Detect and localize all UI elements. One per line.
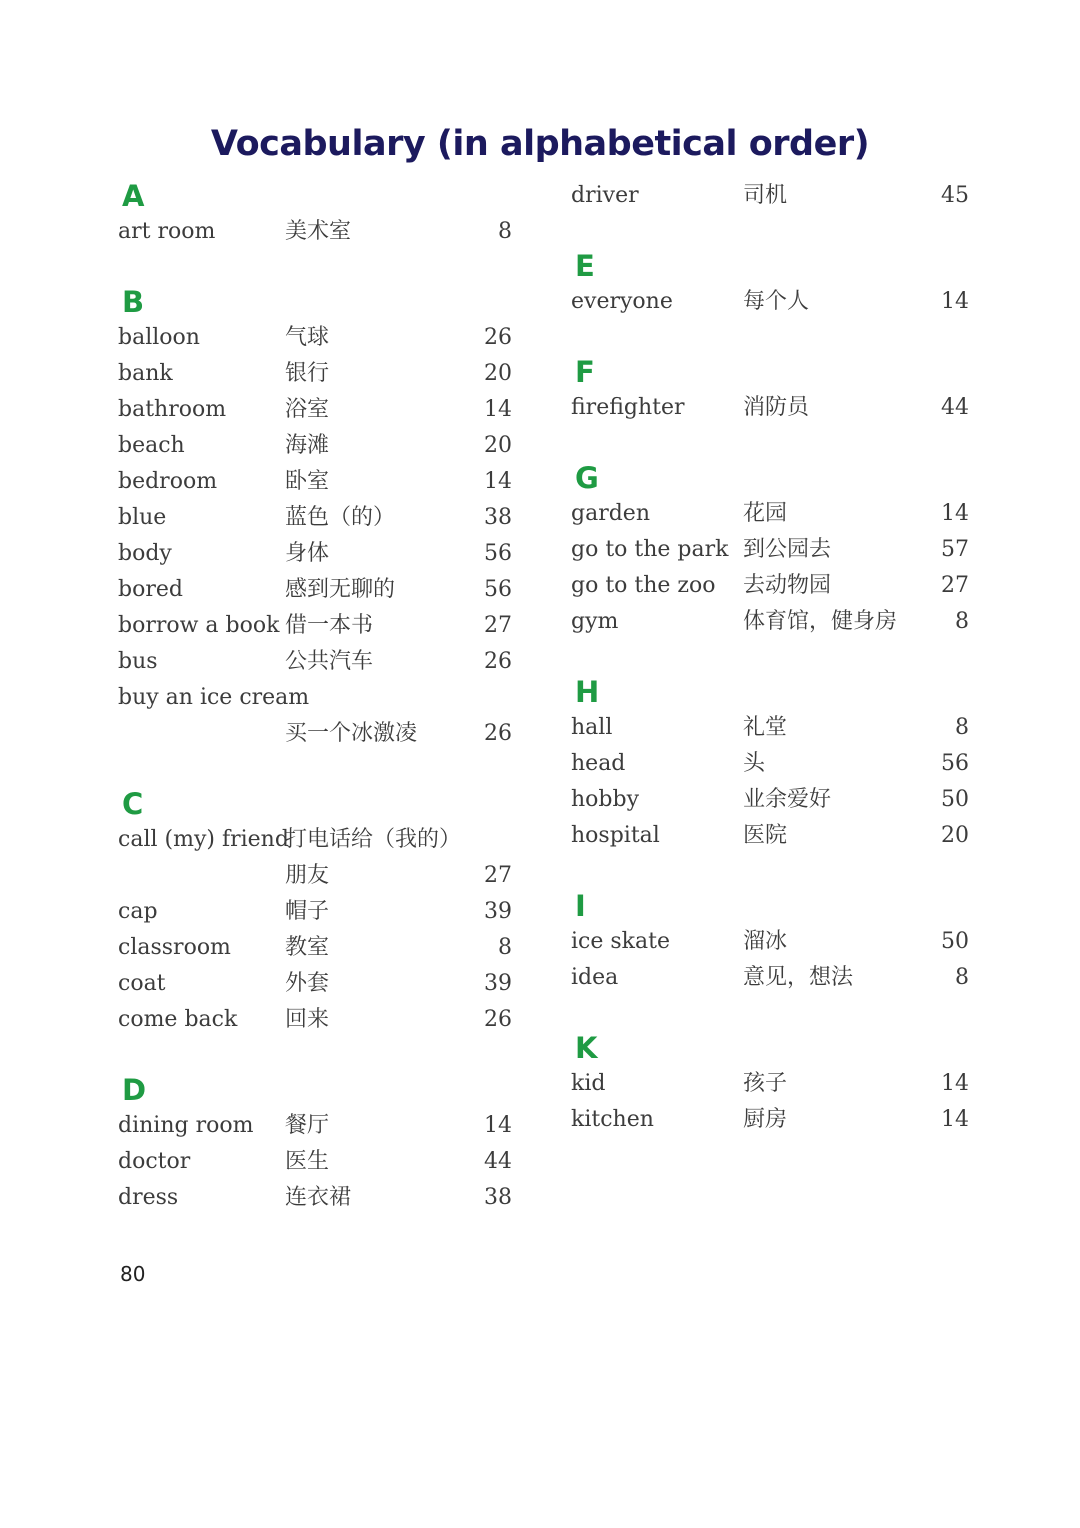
entry-chinese: 到公园去 [743,537,832,562]
section-letter: E [575,249,595,283]
entry-page: 14 [484,397,512,422]
entry-chinese: 银行 [285,361,330,386]
section-gap [118,1038,518,1072]
vocab-entry [118,1180,518,1216]
vocab-entry [118,572,518,608]
entry-english: bank [118,361,173,386]
vocab-entry [571,746,975,782]
section-gap [571,640,975,674]
entry-page: 57 [941,537,969,562]
entry-page: 20 [484,361,512,386]
vocab-entry [571,960,975,996]
entry-page: 8 [498,219,512,244]
vocab-entry [571,604,975,640]
entry-page: 38 [484,1185,512,1210]
vocab-section [571,178,975,214]
entry-page: 26 [484,649,512,674]
entry-chinese: 礼堂 [743,715,788,740]
vocab-entry [118,680,518,716]
entry-chinese: 公共汽车 [285,649,374,674]
entry-chinese: 溜冰 [743,929,788,954]
section-gap [118,250,518,284]
entry-page: 27 [484,613,512,638]
section-letter: H [575,675,600,709]
entry-english: come back [118,1007,238,1032]
vocab-entry [118,894,518,930]
entry-chinese: 浴室 [285,397,330,422]
entry-chinese: 外套 [285,971,330,996]
entry-chinese: 花园 [743,501,788,526]
entry-english: hall [571,715,613,740]
entry-english: buy an ice cream [118,685,310,710]
entry-chinese: 气球 [285,325,330,350]
entry-chinese: 感到无聊的 [285,577,396,602]
section-letter: C [122,787,144,821]
entry-page: 45 [941,183,969,208]
entry-page: 8 [955,965,969,990]
vocab-entry [571,284,975,320]
entry-english: bus [118,649,158,674]
entry-page: 38 [484,505,512,530]
section-letter: A [122,179,145,213]
entry-english: cap [118,899,158,924]
section-gap [571,854,975,888]
entry-english: beach [118,433,185,458]
vocab-entry [571,568,975,604]
entry-chinese: 朋友 [285,863,330,888]
vocab-entry [118,1002,518,1038]
entry-english: kitchen [571,1107,654,1132]
vocab-entry [118,608,518,644]
entry-chinese: 消防员 [743,395,810,420]
entry-english: gym [571,609,619,634]
entry-page: 14 [941,501,969,526]
entry-chinese: 厨房 [743,1107,788,1132]
vocab-entry [118,966,518,1002]
entry-chinese: 头 [743,751,766,776]
vocab-section [118,284,518,752]
vocab-entry [571,818,975,854]
vocab-entry [118,536,518,572]
vocab-entry [118,930,518,966]
entry-page: 56 [484,577,512,602]
entry-page: 39 [484,971,512,996]
entry-chinese: 买一个冰激凌 [285,721,418,746]
vocab-section [118,786,518,1038]
entry-english: call (my) friend [118,827,289,852]
entry-chinese: 借一本书 [285,613,374,638]
entry-english: ice skate [571,929,670,954]
entry-page: 20 [484,433,512,458]
entry-page: 8 [955,715,969,740]
entry-english: body [118,541,172,566]
entry-page: 14 [941,1071,969,1096]
section-gap [118,752,518,786]
vocab-entry [118,392,518,428]
entry-english: dining room [118,1113,254,1138]
vocab-section [571,674,975,854]
entry-english: firefighter [571,395,685,420]
entry-page: 26 [484,325,512,350]
section-letter: I [575,889,586,923]
entry-english: everyone [571,289,673,314]
entry-chinese: 打电话给（我的） [285,827,462,852]
entry-chinese: 医院 [743,823,788,848]
entry-page: 20 [941,823,969,848]
entry-page: 50 [941,787,969,812]
entry-english: idea [571,965,619,990]
entry-chinese: 教室 [285,935,330,960]
vocab-section [118,178,518,250]
section-letter: G [575,461,599,495]
vocab-entry [571,710,975,746]
vocab-entry [118,1108,518,1144]
entry-english: go to the zoo [571,573,716,598]
entry-page: 14 [941,289,969,314]
entry-page: 27 [484,863,512,888]
vocab-entry [571,390,975,426]
vocab-entry [571,924,975,960]
right-column [571,178,975,1138]
entry-english: bedroom [118,469,218,494]
entry-page: 26 [484,721,512,746]
vocab-entry [118,214,518,250]
entry-page: 44 [484,1149,512,1174]
entry-chinese: 体育馆，健身房 [743,609,898,634]
vocab-entry [118,822,518,858]
entry-chinese: 蓝色（的） [285,505,396,530]
vocab-entry [571,532,975,568]
entry-page: 8 [498,935,512,960]
entry-page: 44 [941,395,969,420]
vocab-entry [571,178,975,214]
page-number: 80 [120,1262,146,1286]
entry-chinese: 每个人 [743,289,810,314]
vocab-entry [118,716,518,752]
entry-english: art room [118,219,216,244]
entry-chinese: 身体 [285,541,330,566]
section-gap [571,214,975,248]
section-gap [571,426,975,460]
vocab-section [571,1030,975,1138]
section-letter: K [575,1031,598,1065]
entry-english: classroom [118,935,231,960]
vocab-entry [571,1102,975,1138]
entry-english: bathroom [118,397,227,422]
entry-chinese: 帽子 [285,899,330,924]
entry-english: kid [571,1071,606,1096]
entry-chinese: 海滩 [285,433,330,458]
section-letter: F [575,355,595,389]
entry-chinese: 去动物园 [743,573,832,598]
vocab-entry [118,644,518,680]
entry-english: head [571,751,626,776]
section-gap [571,320,975,354]
entry-english: go to the park [571,537,729,562]
section-gap [571,996,975,1030]
entry-chinese: 业余爱好 [743,787,832,812]
entry-english: bored [118,577,183,602]
vocab-section [571,460,975,640]
vocab-entry [118,1144,518,1180]
vocab-entry [118,464,518,500]
entry-chinese: 回来 [285,1007,330,1032]
entry-chinese: 卧室 [285,469,330,494]
entry-english: dress [118,1185,179,1210]
entry-english: hospital [571,823,660,848]
vocab-entry [571,1066,975,1102]
entry-page: 14 [484,469,512,494]
entry-page: 14 [941,1107,969,1132]
entry-page: 56 [941,751,969,776]
left-column [118,178,518,1216]
vocab-section [571,248,975,320]
entry-chinese: 司机 [743,183,788,208]
entry-english: driver [571,183,639,208]
entry-english: blue [118,505,167,530]
entry-page: 8 [955,609,969,634]
entry-english: coat [118,971,166,996]
vocab-entry [118,858,518,894]
entry-page: 14 [484,1113,512,1138]
vocab-section [118,1072,518,1216]
section-letter: D [122,1073,147,1107]
vocab-entry [118,356,518,392]
entry-page: 56 [484,541,512,566]
vocab-entry [571,782,975,818]
entry-chinese: 美术室 [285,219,352,244]
entry-page: 27 [941,573,969,598]
entry-chinese: 餐厅 [285,1113,330,1138]
page-title: Vocabulary (in alphabetical order) [210,124,870,164]
vocab-entry [118,320,518,356]
entry-chinese: 连衣裙 [285,1185,352,1210]
entry-english: hobby [571,787,640,812]
entry-chinese: 孩子 [743,1071,788,1096]
entry-chinese: 意见，想法 [743,965,854,990]
entry-page: 50 [941,929,969,954]
entry-english: borrow a book [118,613,280,638]
entry-chinese: 医生 [285,1149,330,1174]
vocab-entry [118,428,518,464]
vocab-section [571,888,975,996]
entry-english: garden [571,501,650,526]
vocab-section [571,354,975,426]
entry-english: balloon [118,325,200,350]
entry-page: 26 [484,1007,512,1032]
vocab-entry [571,496,975,532]
section-letter: B [122,285,145,319]
entry-page: 39 [484,899,512,924]
vocab-entry [118,500,518,536]
entry-english: doctor [118,1149,191,1174]
